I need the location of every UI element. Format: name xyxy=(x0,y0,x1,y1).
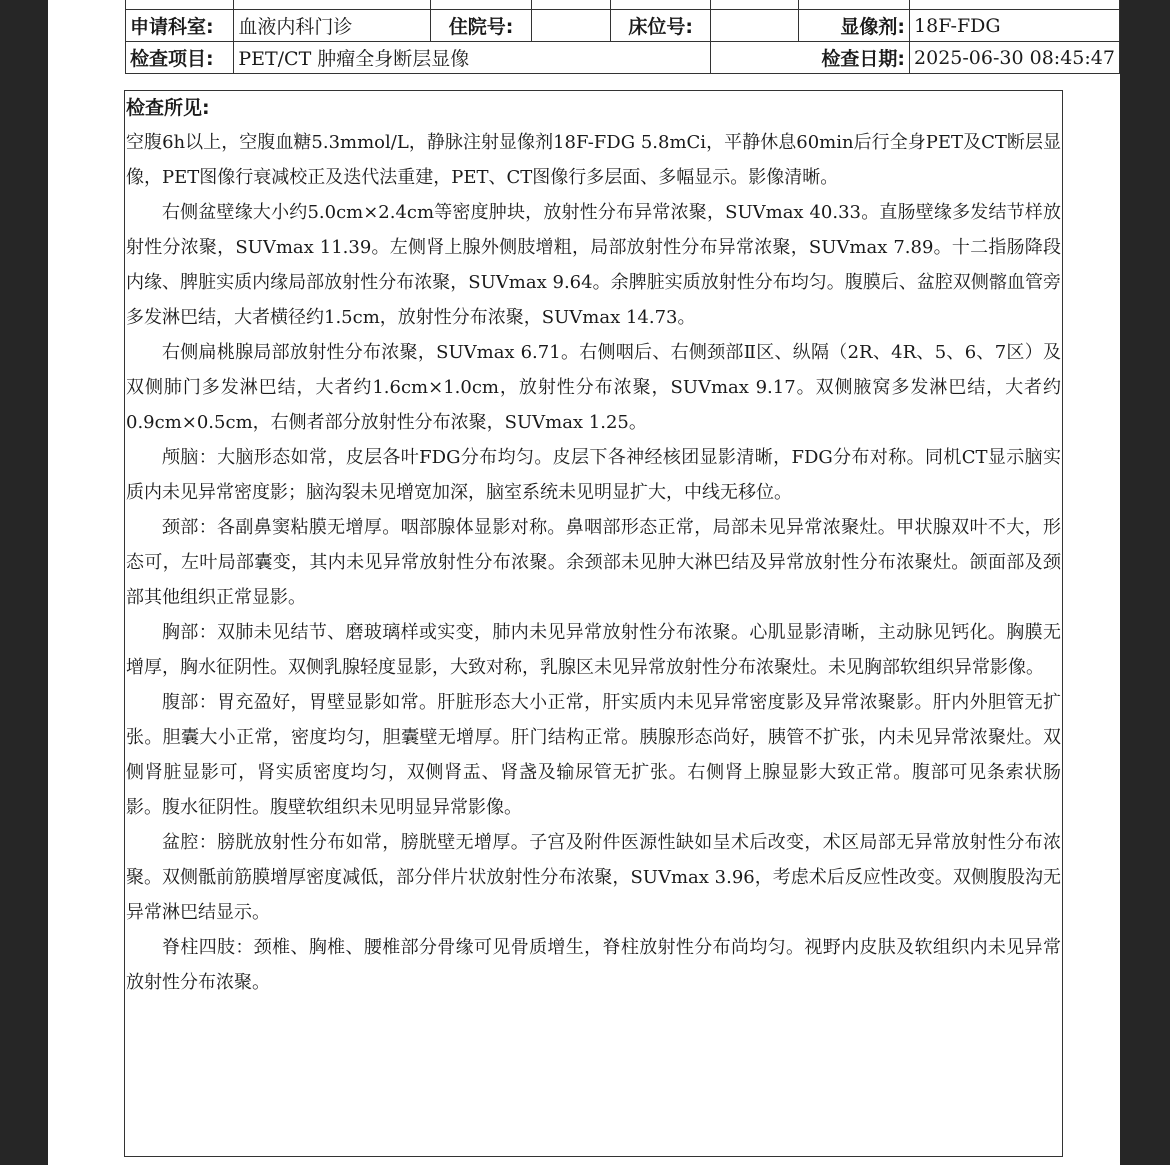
viewer-right-margin xyxy=(1120,0,1170,1165)
viewer-left-margin xyxy=(0,0,48,1165)
clipped-cell xyxy=(431,0,531,10)
report-page xyxy=(48,0,1120,1165)
clipped-cell xyxy=(798,0,909,10)
findings-paragraph-neck: 颈部：各副鼻窦粘膜无增厚。咽部腺体显影对称。鼻咽部形态正常，局部未见异常浓聚灶。甲状腺双叶不大，形态可，左叶局部囊变，其内未见异常放射性分布浓聚。余颈部未见肿大淋巴结及异常放射性分布浓聚灶。颌面部及颈部其他组织正常显影。 xyxy=(126,517,1061,608)
findings-body xyxy=(125,125,1062,1000)
findings-title: 检查所见: xyxy=(126,97,210,119)
clipped-cell xyxy=(611,0,711,10)
dept-label: 申请科室: xyxy=(126,10,234,42)
clipped-cell xyxy=(126,0,234,10)
findings-box xyxy=(124,90,1063,1157)
bed-no-value xyxy=(711,10,798,42)
clipped-cell xyxy=(711,0,798,10)
findings-paragraph-pelvis: 盆腔：膀胱放射性分布如常，膀胱壁无增厚。子宫及附件医源性缺如呈术后改变，术区局部无异常放射性分布浓聚。双侧骶前筋膜增厚密度减低，部分伴片状放射性分布浓聚，SUVmax 3.96，考虑术后反应性改变。双侧腹股沟无异常淋巴结显示。 xyxy=(126,832,1061,923)
exam-date-label: 检查日期: xyxy=(711,42,910,74)
findings-paragraph-brain: 颅脑：大脑形态如常，皮层各叶FDG分布均匀。皮层下各神经核团显影清晰，FDG分布对称。同机CT显示脑实质内未见异常密度影；脑沟裂未见增宽加深，脑室系统未见明显扩大，中线无移位。 xyxy=(126,447,1061,503)
header-row-clipped xyxy=(126,0,1120,10)
inpatient-no-value xyxy=(531,10,611,42)
exam-date-value: 2025-06-30 08:45:47 xyxy=(910,42,1120,74)
clipped-cell xyxy=(910,0,1120,10)
tracer-value: 18F-FDG xyxy=(910,10,1120,42)
findings-paragraph-pelvic-mass: 右侧盆壁缘大小约5.0cm×2.4cm等密度肿块，放射性分布异常浓聚，SUVmax 40.33。直肠壁缘多发结节样放射性分浓聚，SUVmax 11.39。左侧肾上腺外侧肢增粗，局部放射性分布异常浓聚，SUVmax 7.89。十二指肠降段内缘、脾脏实质内缘局部放射性分布浓聚，SUVmax 9.64。余脾脏实质放射性分布均匀。腹膜后、盆腔双侧髂血管旁多发淋巴结，大者横径约1.5cm，放射性分布浓聚，SUVmax 14.73。 xyxy=(126,202,1061,328)
findings-paragraph-protocol: 空腹6h以上，空腹血糖5.3mmol/L，静脉注射显像剂18F-FDG 5.8mCi，平静休息60min后行全身PET及CT断层显像，PET图像行衰减校正及迭代法重建，PET、CT图像行多层面、多幅显示。影像清晰。 xyxy=(126,132,1061,188)
inpatient-no-label: 住院号: xyxy=(431,10,531,42)
dept-value: 血液内科门诊 xyxy=(234,10,431,42)
findings-paragraph-abdomen: 腹部：胃充盈好，胃壁显影如常。肝脏形态大小正常，肝实质内未见异常密度影及异常浓聚影。肝内外胆管无扩张。胆囊大小正常，密度均匀，胆囊壁无增厚。肝门结构正常。胰腺形态尚好，胰管不扩张，内未见异常浓聚灶。双侧肾脏显影可，肾实质密度均匀，双侧肾盂、肾盏及输尿管无扩张。右侧肾上腺显影大致正常。腹部可见条索状肠影。腹水征阴性。腹壁软组织未见明显异常影像。 xyxy=(126,692,1061,818)
header-row-exam xyxy=(126,42,1120,74)
exam-item-label: 检查项目: xyxy=(126,42,234,74)
findings-paragraph-spine-limbs: 脊柱四肢：颈椎、胸椎、腰椎部分骨缘可见骨质增生，脊柱放射性分布尚均匀。视野内皮肤及软组织内未见异常放射性分布浓聚。 xyxy=(126,937,1061,993)
exam-item-value: PET/CT 肿瘤全身断层显像 xyxy=(234,42,711,74)
patient-info-table xyxy=(125,0,1120,74)
header-row-department xyxy=(126,10,1120,42)
clipped-cell xyxy=(531,0,611,10)
findings-paragraph-chest: 胸部：双肺未见结节、磨玻璃样或实变，肺内未见异常放射性分布浓聚。心肌显影清晰，主动脉见钙化。胸膜无增厚，胸水征阴性。双侧乳腺轻度显影，大致对称，乳腺区未见异常放射性分布浓聚灶。未见胸部软组织异常影像。 xyxy=(126,622,1061,678)
findings-paragraph-lymph-nodes: 右侧扁桃腺局部放射性分布浓聚，SUVmax 6.71。右侧咽后、右侧颈部Ⅱ区、纵隔（2R、4R、5、6、7区）及双侧肺门多发淋巴结，大者约1.6cm×1.0cm，放射性分布浓聚，SUVmax 9.17。双侧腋窝多发淋巴结，大者约0.9cm×0.5cm，右侧者部分放射性分布浓聚，SUVmax 1.25。 xyxy=(126,342,1061,433)
bed-no-label: 床位号: xyxy=(611,10,711,42)
clipped-cell xyxy=(234,0,431,10)
tracer-label: 显像剂: xyxy=(798,10,909,42)
